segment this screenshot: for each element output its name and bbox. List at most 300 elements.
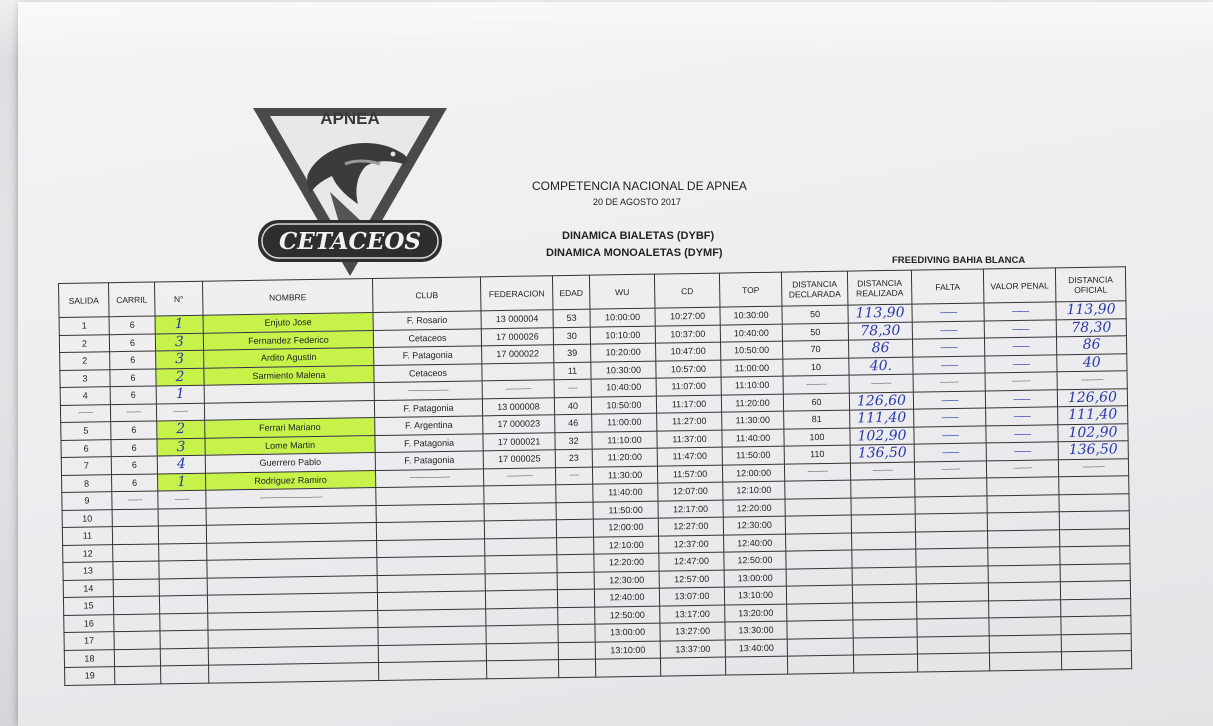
cell-distancia-declarada: 100 <box>784 428 850 447</box>
cell-cd: 12:27:00 <box>658 517 723 536</box>
cell-distancia-declarada <box>785 498 851 517</box>
cell-edad: ----- <box>555 467 592 485</box>
cell-cd: 12:17:00 <box>658 500 723 519</box>
cell-wu: 12:50:00 <box>595 606 660 625</box>
cell-salida: 3 <box>60 369 110 387</box>
cell-valor-penal <box>988 582 1060 601</box>
cell-edad <box>556 502 593 520</box>
cell-club: ---------------------- <box>375 468 483 487</box>
cell-edad: 40 <box>554 397 591 415</box>
cell-wu: 10:50:00 <box>591 396 656 415</box>
cell-carril <box>115 666 161 684</box>
cell-club <box>377 591 485 610</box>
cell-salida: 12 <box>63 544 113 562</box>
cell-distancia-realizada <box>853 619 917 638</box>
cell-falta <box>916 548 988 567</box>
cell-valor-penal: —— <box>984 337 1056 356</box>
cell-salida: 7 <box>61 457 111 475</box>
cell-distancia-realizada: 136,50 <box>850 444 914 463</box>
cell-numero <box>161 665 209 683</box>
cell-falta: ---------- <box>914 460 986 479</box>
cell-salida: 16 <box>64 614 114 632</box>
cell-salida: 15 <box>63 597 113 615</box>
header-salida: SALIDA <box>59 283 110 318</box>
cell-falta <box>915 495 987 514</box>
cell-distancia-realizada: 102,90 <box>850 427 914 446</box>
cell-federacion <box>484 520 556 539</box>
cell-top: 12:50:00 <box>724 551 786 569</box>
cell-carril: 6 <box>111 438 157 456</box>
cell-falta <box>917 618 989 637</box>
cell-top: 11:50:00 <box>722 446 784 464</box>
cell-valor-penal <box>987 512 1059 531</box>
cell-edad: 53 <box>553 309 590 327</box>
cell-wu: 12:00:00 <box>593 518 658 537</box>
cell-salida: 9 <box>62 492 112 510</box>
cell-carril: 6 <box>110 351 156 369</box>
cell-wu: 11:00:00 <box>592 413 657 432</box>
cell-distancia-realizada <box>852 567 916 586</box>
cell-carril: 6 <box>111 456 157 474</box>
cell-distancia-realizada: ----------- <box>850 462 914 481</box>
cell-distancia-oficial <box>1061 651 1131 670</box>
cell-distancia-realizada: 86 <box>848 339 912 358</box>
cell-edad <box>558 624 595 642</box>
cell-nombre: Rodriguez Ramiro <box>205 470 375 490</box>
cell-carril <box>113 596 159 614</box>
cell-distancia-oficial <box>1059 476 1129 495</box>
cell-distancia-realizada <box>851 514 915 533</box>
cell-valor-penal <box>988 547 1060 566</box>
cell-cd: 10:47:00 <box>656 342 721 361</box>
cell-nombre: Fernandez Federico <box>203 330 373 350</box>
cell-club: F. Patagonia <box>375 433 483 452</box>
cell-salida: 1 <box>59 317 109 335</box>
cell-top: 12:00:00 <box>722 464 784 482</box>
cell-federacion <box>485 572 557 591</box>
header-federacion: FEDERACION <box>480 276 553 311</box>
cell-cd: 11:07:00 <box>656 377 721 396</box>
header-nombre: NOMBRE <box>202 279 373 316</box>
cell-club: F. Patagonia <box>374 346 482 365</box>
cell-valor-penal: —— <box>985 389 1057 408</box>
cell-falta: —— <box>914 443 986 462</box>
cell-federacion: 17 000026 <box>481 327 553 346</box>
cell-edad: ----- <box>554 379 591 397</box>
cell-carril: -------- <box>110 403 156 421</box>
cell-wu: 11:30:00 <box>592 466 657 485</box>
cell-edad: 46 <box>555 414 592 432</box>
cell-distancia-declarada: 10 <box>783 358 849 377</box>
cell-distancia-oficial: 102,90 <box>1058 423 1128 442</box>
cell-club <box>376 521 484 540</box>
cell-carril <box>113 561 159 579</box>
cell-federacion <box>486 625 558 644</box>
header-distancia-oficial: DISTANCIA OFICIAL <box>1055 267 1126 302</box>
header-cd: CD <box>654 273 720 308</box>
cell-edad: 30 <box>553 327 590 345</box>
cell-numero: 3 <box>155 333 203 351</box>
cell-club <box>377 573 485 592</box>
cell-wu: 12:20:00 <box>594 553 659 572</box>
cell-numero: 1 <box>158 473 206 491</box>
cell-club: F. Rosario <box>373 311 481 330</box>
cell-falta <box>915 513 987 532</box>
cell-top: 11:40:00 <box>722 429 784 447</box>
cell-edad <box>557 554 594 572</box>
cell-nombre: Sarmiento Malena <box>204 365 374 385</box>
cell-wu: 10:30:00 <box>591 361 656 380</box>
apnea-cetaceos-logo <box>250 104 450 279</box>
cell-valor-penal <box>989 599 1061 618</box>
cell-valor-penal: —— <box>986 407 1058 426</box>
cell-federacion <box>484 485 556 504</box>
cell-wu: 10:10:00 <box>590 326 655 345</box>
cell-federacion: 17 000022 <box>482 345 554 364</box>
cell-cd: 12:47:00 <box>659 552 724 571</box>
cell-valor-penal <box>988 529 1060 548</box>
cell-wu: 11:40:00 <box>593 483 658 502</box>
cell-distancia-realizada <box>853 602 917 621</box>
cell-falta: —— <box>914 408 986 427</box>
cell-edad: 32 <box>555 432 592 450</box>
cell-top: 11:10:00 <box>721 376 783 394</box>
cell-falta <box>916 530 988 549</box>
cell-wu: 12:40:00 <box>594 588 659 607</box>
cell-distancia-declarada: 81 <box>784 410 850 429</box>
cell-distancia-realizada: 111,40 <box>850 409 914 428</box>
header-distancia-declarada: DISTANCIA DECLARADA <box>781 271 848 306</box>
cell-numero <box>158 525 206 543</box>
cell-distancia-declarada <box>786 568 852 587</box>
cell-wu: 11:50:00 <box>593 501 658 520</box>
cell-carril <box>114 631 160 649</box>
cell-numero: -------- <box>156 403 204 421</box>
cell-valor-penal: —— <box>986 424 1058 443</box>
header-club: CLUB <box>372 277 481 313</box>
cell-valor-penal <box>989 617 1061 636</box>
cell-club <box>376 503 484 522</box>
cell-valor-penal: —— <box>985 354 1057 373</box>
cell-distancia-declarada: ----------- <box>784 463 850 482</box>
header-distancia-realizada: DISTANCIA REALIZADA <box>847 270 912 305</box>
cell-club: Cetaceos <box>373 328 481 347</box>
cell-cd: 11:37:00 <box>657 430 722 449</box>
cell-distancia-realizada: ----------- <box>849 374 913 393</box>
cell-distancia-oficial: 111,40 <box>1058 406 1128 425</box>
cell-salida: -------- <box>60 404 110 422</box>
header-numero: N° <box>154 281 203 316</box>
cell-salida: 11 <box>62 527 112 545</box>
cell-numero: 1 <box>156 385 204 403</box>
cell-distancia-declarada: 70 <box>783 340 849 359</box>
cell-distancia-oficial: 113,90 <box>1056 301 1126 320</box>
cell-valor-penal <box>987 494 1059 513</box>
cell-federacion: 13 000008 <box>482 397 554 416</box>
cell-valor-penal: —— <box>984 302 1056 321</box>
cell-valor-penal <box>989 634 1061 653</box>
organizer-name: FREEDIVING BAHIA BLANCA <box>892 255 1026 266</box>
cell-valor-penal: ---------- <box>985 372 1057 391</box>
cell-distancia-oficial: 78,30 <box>1056 318 1126 337</box>
cell-top: 13:40:00 <box>725 639 787 657</box>
cell-salida: 5 <box>61 422 111 440</box>
cell-club <box>376 486 484 505</box>
cell-carril: 6 <box>111 421 157 439</box>
cell-distancia-declarada: 50 <box>782 323 848 342</box>
cell-distancia-oficial <box>1059 511 1129 530</box>
cell-top: 10:40:00 <box>720 324 782 342</box>
header-carril: CARRIL <box>109 282 156 317</box>
cell-distancia-realizada: 78,30 <box>848 322 912 341</box>
cell-distancia-declarada: ----------- <box>783 375 849 394</box>
cell-falta: —— <box>912 338 984 357</box>
cell-carril: 6 <box>109 316 155 334</box>
cell-wu: 10:00:00 <box>590 308 655 327</box>
cell-distancia-oficial: 136,50 <box>1058 441 1128 460</box>
cell-numero <box>159 578 207 596</box>
cell-numero <box>159 595 207 613</box>
cell-wu: 10:20:00 <box>591 343 656 362</box>
cell-salida: 17 <box>64 632 114 650</box>
cell-club: F. Patagonia <box>375 451 483 470</box>
header-top: TOP <box>719 272 782 307</box>
cell-distancia-declarada <box>785 515 851 534</box>
cell-wu: 13:10:00 <box>595 641 660 660</box>
cell-distancia-oficial: ------------ <box>1057 371 1127 390</box>
table-body <box>59 301 1132 685</box>
cell-cd: 11:57:00 <box>657 465 722 484</box>
cell-top: 13:30:00 <box>725 621 787 639</box>
cell-edad: 39 <box>554 344 591 362</box>
cell-falta: —— <box>912 303 984 322</box>
cell-salida: 6 <box>61 439 111 457</box>
cell-distancia-oficial: 40 <box>1057 353 1127 372</box>
cell-numero: 4 <box>157 455 205 473</box>
cell-wu: 13:00:00 <box>595 623 660 642</box>
cell-edad <box>556 519 593 537</box>
cell-distancia-oficial <box>1059 493 1129 512</box>
cell-carril <box>113 578 159 596</box>
cell-federacion <box>486 607 558 626</box>
cell-valor-penal: —— <box>984 319 1056 338</box>
cell-distancia-oficial <box>1061 633 1131 652</box>
cell-salida: 14 <box>63 579 113 597</box>
cell-top: 12:20:00 <box>723 499 785 517</box>
cell-nombre: ---------------------------------- <box>206 488 376 508</box>
cell-distancia-declarada: 50 <box>782 305 848 324</box>
cell-carril: 6 <box>110 386 156 404</box>
logo-top-text: APNEA <box>320 109 380 128</box>
cell-top: 11:30:00 <box>722 411 784 429</box>
cell-club <box>378 643 486 662</box>
cell-federacion <box>486 660 558 679</box>
cell-federacion <box>484 502 556 521</box>
cell-distancia-declarada: 60 <box>783 393 849 412</box>
cell-distancia-declarada <box>785 480 851 499</box>
cell-cd: 12:07:00 <box>658 482 723 501</box>
logo-bottom-text: CETACEOS <box>278 228 422 255</box>
cell-valor-penal <box>989 652 1061 671</box>
cell-distancia-oficial <box>1060 546 1130 565</box>
cell-distancia-declarada: 110 <box>784 445 850 464</box>
cell-club <box>377 538 485 557</box>
cell-edad <box>557 572 594 590</box>
cell-distancia-declarada <box>786 585 852 604</box>
cell-valor-penal: ---------- <box>986 459 1058 478</box>
cell-valor-penal <box>988 564 1060 583</box>
cell-distancia-declarada <box>786 550 852 569</box>
cell-wu <box>595 658 660 677</box>
cell-carril <box>112 508 158 526</box>
cell-federacion <box>485 555 557 574</box>
cell-numero: 2 <box>157 420 205 438</box>
cell-distancia-declarada <box>786 533 852 552</box>
cell-carril: 6 <box>110 368 156 386</box>
cell-numero <box>159 543 207 561</box>
cell-top: 10:30:00 <box>720 306 782 324</box>
cell-nombre: Ferrari Mariano <box>205 418 375 438</box>
cell-federacion: -------------- <box>483 467 555 486</box>
cell-numero <box>160 648 208 666</box>
cell-numero: 2 <box>156 368 204 386</box>
cell-cd: 11:27:00 <box>657 412 722 431</box>
cell-falta <box>916 565 988 584</box>
cell-carril <box>114 613 160 631</box>
cell-cd: 11:47:00 <box>657 447 722 466</box>
discipline-bifins: DINAMICA BIALETAS (DYBF) <box>562 230 715 242</box>
cell-cd: 13:17:00 <box>660 605 725 624</box>
cell-numero: 3 <box>157 438 205 456</box>
competition-date: 20 DE AGOSTO 2017 <box>593 197 681 207</box>
cell-cd: 10:37:00 <box>655 325 720 344</box>
cell-distancia-oficial <box>1061 616 1131 635</box>
cell-falta <box>917 653 989 672</box>
cell-edad: 11 <box>554 362 591 380</box>
cell-edad <box>556 484 593 502</box>
cell-federacion: 13 000004 <box>481 310 553 329</box>
cell-distancia-declarada <box>787 655 853 674</box>
cell-distancia-realizada <box>852 532 916 551</box>
cell-cd: 12:57:00 <box>659 570 724 589</box>
cell-falta <box>916 583 988 602</box>
cell-distancia-oficial <box>1059 528 1129 547</box>
cell-federacion: 17 000025 <box>483 450 555 469</box>
cell-federacion <box>485 537 557 556</box>
header-edad: EDAD <box>552 275 590 310</box>
cell-cd: 10:27:00 <box>655 307 720 326</box>
cell-numero <box>158 508 206 526</box>
cell-distancia-realizada <box>853 654 917 673</box>
cell-numero: 1 <box>155 315 203 333</box>
cell-salida: 2 <box>60 352 110 370</box>
cell-numero <box>160 630 208 648</box>
cell-cd: 11:17:00 <box>656 395 721 414</box>
cell-falta: —— <box>913 355 985 374</box>
cell-distancia-oficial: 126,60 <box>1057 388 1127 407</box>
cell-falta <box>917 600 989 619</box>
cell-top: 13:00:00 <box>724 569 786 587</box>
cell-carril <box>113 543 159 561</box>
cell-valor-penal <box>987 477 1059 496</box>
cell-salida: 18 <box>64 649 114 667</box>
cell-falta <box>917 635 989 654</box>
cell-distancia-realizada <box>851 479 915 498</box>
cell-salida: 10 <box>62 509 112 527</box>
cell-distancia-oficial: ------------ <box>1058 458 1128 477</box>
cell-distancia-realizada: 126,60 <box>849 392 913 411</box>
cell-carril: -------- <box>112 491 158 509</box>
cell-distancia-declarada <box>787 603 853 622</box>
cell-distancia-declarada <box>787 638 853 657</box>
cell-federacion <box>482 362 554 381</box>
cell-falta: —— <box>913 390 985 409</box>
cell-carril <box>114 648 160 666</box>
cell-falta: ---------- <box>913 373 985 392</box>
competition-title: COMPETENCIA NACIONAL DE APNEA <box>532 179 747 193</box>
cell-edad <box>557 537 594 555</box>
cell-cd <box>660 657 725 676</box>
cell-club <box>379 661 487 680</box>
header-wu: WU <box>589 274 655 309</box>
cell-club <box>378 608 486 627</box>
cell-salida: 2 <box>59 334 109 352</box>
cell-distancia-oficial: 86 <box>1056 336 1126 355</box>
cell-nombre <box>209 663 379 683</box>
cell-distancia-realizada <box>851 497 915 516</box>
cell-cd: 13:27:00 <box>660 622 725 641</box>
cell-cd: 10:57:00 <box>656 360 721 379</box>
cell-wu: 12:10:00 <box>594 536 659 555</box>
start-list-table-wrapper <box>58 266 1132 685</box>
cell-federacion <box>486 642 558 661</box>
cell-salida: 13 <box>63 562 113 580</box>
cell-top: 13:20:00 <box>725 604 787 622</box>
cell-distancia-realizada: 113,90 <box>848 304 912 323</box>
cell-cd: 13:37:00 <box>660 640 725 659</box>
cell-wu: 11:10:00 <box>592 431 657 450</box>
cell-numero <box>159 560 207 578</box>
cell-falta: —— <box>914 425 986 444</box>
cell-valor-penal: —— <box>986 442 1058 461</box>
header-valor-penal: VALOR PENAL <box>983 268 1056 303</box>
cell-nombre: Lome Martin <box>205 435 375 455</box>
cell-nombre: Ardito Agustin <box>204 348 374 368</box>
cell-club: Cetaceos <box>374 363 482 382</box>
cell-nombre: Guerrero Pablo <box>205 453 375 473</box>
cell-top: 11:00:00 <box>721 359 783 377</box>
cell-club: F. Argentina <box>375 416 483 435</box>
cell-edad <box>558 642 595 660</box>
cell-top: 13:10:00 <box>724 586 786 604</box>
cell-club: F. Patagonia <box>374 398 482 417</box>
cell-distancia-oficial <box>1061 598 1131 617</box>
cell-distancia-realizada <box>852 549 916 568</box>
cell-carril: 6 <box>109 333 155 351</box>
header-falta: FALTA <box>911 269 984 304</box>
cell-wu: 10:40:00 <box>591 378 656 397</box>
cell-nombre: Enjuto Jose <box>203 313 373 333</box>
cell-federacion <box>485 590 557 609</box>
cell-distancia-realizada <box>853 637 917 656</box>
cell-salida: 8 <box>62 474 112 492</box>
cell-falta <box>915 478 987 497</box>
cell-top: 12:10:00 <box>723 481 785 499</box>
cell-cd: 12:37:00 <box>659 535 724 554</box>
cell-numero: 3 <box>156 350 204 368</box>
cell-edad <box>558 607 595 625</box>
cell-top: 11:20:00 <box>721 394 783 412</box>
